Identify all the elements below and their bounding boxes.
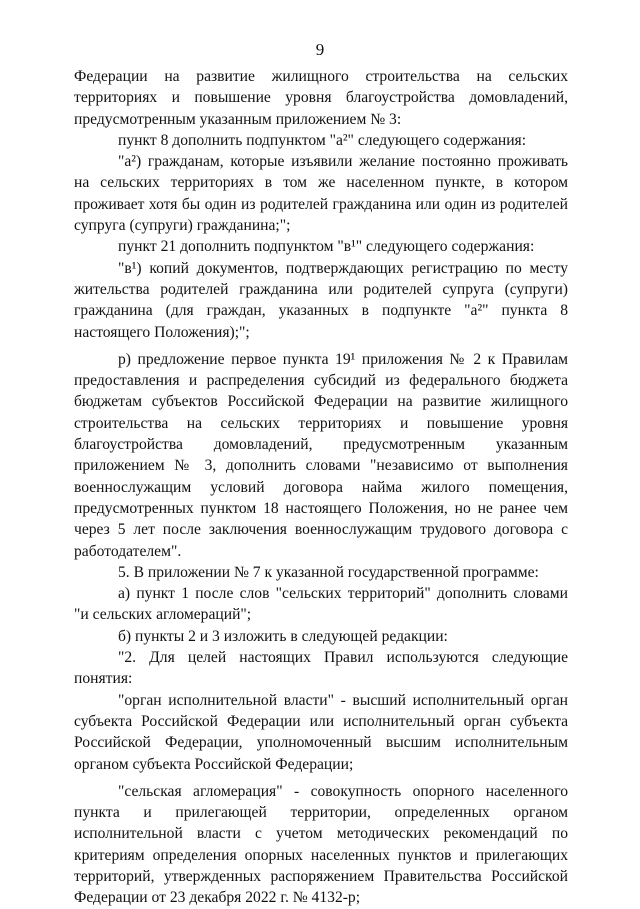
page-number: 9 bbox=[315, 40, 325, 59]
paragraph-item-a: а) пункт 1 после слов "сельских территорий" дополнить словами "и сельских агломераций"; bbox=[74, 585, 568, 624]
paragraph-subpoint-v1: "в¹) копий документов, подтверждающих регистрацию по месту жительства родителей гражданина или родителей супруга (супруги) гражданина (для граждан, указанных в подпункте "а²" пункта 8 настоящего Положения);"; bbox=[74, 259, 568, 341]
document-body bbox=[74, 66, 568, 909]
paragraph-appendix-7: 5. В приложении № 7 к указанной государственной программе: bbox=[118, 563, 539, 581]
paragraph-amend-point-8: пункт 8 дополнить подпунктом "а²" следующего содержания: bbox=[118, 131, 527, 149]
paragraph-definitions-intro: "2. Для целей настоящих Правил используются следующие понятия: bbox=[74, 649, 568, 688]
paragraph-amend-point-21: пункт 21 дополнить подпунктом "в¹" следующего содержания: bbox=[118, 238, 535, 256]
paragraph-definition-rural-agglomeration: "сельская агломерация" - совокупность опорного населенного пункта и прилегающей территории, определенных органом исполнительной власти с учетом методических рекомендаций по критериям определения опорных населенных пунктов и прилегающих территорий, утвержденных распоряжением Правительства Российской Федерации от 23 декабря 2022 г. № 4132-р; bbox=[74, 782, 568, 907]
paragraph-continuation: Федерации на развитие жилищного строительства на сельских территориях и повышение уровня благоустройства домовладений, предусмотренным указанным приложением № 3: bbox=[74, 68, 568, 128]
paragraph-item-b: б) пункты 2 и 3 изложить в следующей редакции: bbox=[118, 627, 448, 645]
paragraph-definition-executive-body: "орган исполнительной власти" - высший исполнительный орган субъекта Российской Федерации или исполнительный орган субъекта Российской Федерации, уполномоченный высшим исполнительным органом субъекта Российской Федерации; bbox=[74, 691, 568, 773]
paragraph-subpoint-a2: "а²) гражданам, которые изъявили желание постоянно проживать на сельских территориях в том же населенном пункте, в котором проживает хотя бы один из родителей гражданина или один из родителей супруга (супруги) гражданина;"; bbox=[74, 153, 568, 235]
paragraph-item-r: р) предложение первое пункта 19¹ приложения № 2 к Правилам предоставления и распределения субсидий из федерального бюджета бюджетам субъектов Российской Федерации на развитие жилищного строительства на сельских территориях и повышение уровня благоустройства домовладений, предусмотренным указанным приложением № 3, дополнить словами "независимо от выполнения военнослужащим условий договора найма жилого помещения, предусмотренных пунктом 18 настоящего Положения, но не ранее чем через 5 лет после заключения военнослужащим трудового договора с работодателем". bbox=[74, 350, 568, 560]
